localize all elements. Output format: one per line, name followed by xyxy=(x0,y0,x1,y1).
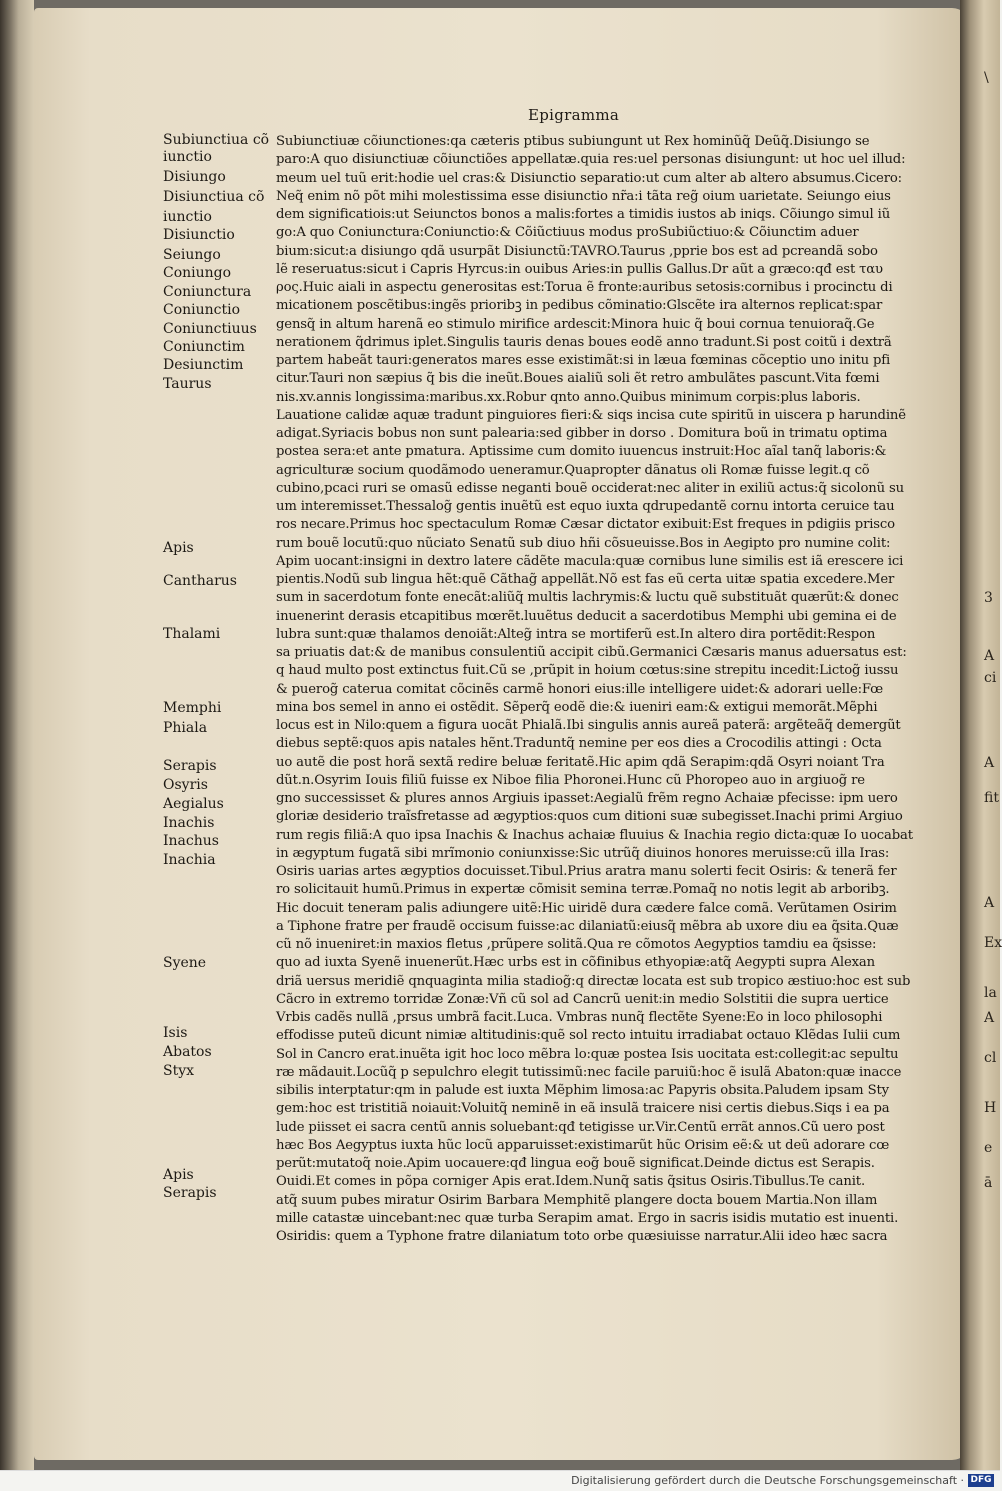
margin-note: Taurus xyxy=(163,376,212,392)
text-line: Hic docuit teneram palis adiungere uitẽ:Hic uiridẽ dura cædere falce comã. Verũtamen Osirim xyxy=(276,900,897,916)
margin-note: Coniunctiuus xyxy=(163,321,257,337)
text-line: inuenerint derasis etcapitibus mœrẽt.luuẽtus deducit a sacerdotibus Memphi ubi gemina ei de xyxy=(276,608,897,624)
text-line: Cãcro in extremo torridæ Zonæ:Vñ cũ sol ad Cancrũ uenit:in medio Solstitii die supra uertice xyxy=(276,991,889,1007)
adjacent-page-fragment: cl xyxy=(984,1050,997,1066)
text-line: mille catastæ uincebant:nec quæ turba Serapim amat. Ergo in sacris isidis mutatio est inuenti. xyxy=(276,1210,899,1226)
text-line: ro solicitauit humũ.Primus in expertæ cõmisit semina terræ.Pomaq̃ no notis legit ab arboribꝫ. xyxy=(276,882,890,898)
text-line: Neq̃ enim nõ põt mihi molestissima esse disiunctio nr̃a:i tãta reg̃ oium uarietate. Seiungo eius xyxy=(276,188,891,204)
margin-note: Apis xyxy=(163,1167,194,1183)
book-spine xyxy=(0,0,34,1470)
text-line: dũt.n.Osyrim Iouis filiũ fuisse ex Niboe filia Phoronei.Hunc cũ Phoropeo auo in argiuog̃ re xyxy=(276,772,865,788)
adjacent-page-fragment: e xyxy=(984,1140,993,1156)
adjacent-page-fragment: H xyxy=(984,1100,997,1116)
text-line: citur.Tauri non sæpius q̃ bis die ineũt.Boues aialiũ soli ẽt retro ambulãtes pascunt.Vita fœmi xyxy=(276,371,880,387)
margin-note: Aegialus xyxy=(163,796,224,812)
text-line: rum regis filiã:A quo ipsa Inachis & Inachus achaiæ fluuius & Inachia regio dicta:quæ Io uocabat xyxy=(276,827,913,843)
margin-note: Isis xyxy=(163,1025,188,1041)
text-line: a Tiphone fratre per fraudẽ occisum fuisse:ac dilaniatũ:eiusq̃ mẽbra ab uxore diu ea q̃sita.Quæ xyxy=(276,918,899,934)
text-line: ros necare.Primus hoc spectaculum Romæ Cæsar dictator exibuit:Est freques in pdigiis prisco xyxy=(276,517,895,533)
margin-note: Seiungo xyxy=(163,247,221,263)
margin-note: Disiunctio xyxy=(163,227,235,243)
text-line: Sol in Cancro erat.inuẽta igit hoc loco mẽbra lo:quæ postea Isis uocitata est:collegit:ac sepultu xyxy=(276,1046,899,1062)
text-line: uo autẽ die post horã sextã redire beluæ feritatẽ.Hic apim qdã Serapim:qdã Osyri noiant Tra xyxy=(276,754,885,770)
text-line: bium:sicut:a disiungo qdã usurpãt Disiunctũ:TAVRO.Taurus ,pprie bos est ad pcreandã sobo xyxy=(276,243,878,259)
text-line: atq̃ suum pubes miratur Osirim Barbara Memphitẽ plangere docta bouem Martia.Non illam xyxy=(276,1192,878,1208)
adjacent-page-fragment: ci xyxy=(984,670,997,686)
text-line: go:A quo Coniunctura:Coniunctio:& Cõiũctiuus modus proSubiũctiuo:& Cõiunctim aduer xyxy=(276,225,859,241)
text-line: um interemisset.Thessalog̃ gentis inuẽtũ est equo iuxta qdrupedantẽ cornu intorta ceruice tau xyxy=(276,499,895,514)
text-line: Ouidi.Et comes in põpa corniger Apis erat.Idem.Nunq̃ satis q̃situs Osiris.Tibullus.Te canit. xyxy=(276,1174,865,1190)
adjacent-page-fragment: la xyxy=(984,985,997,1001)
adjacent-page-fragment: ā xyxy=(984,1175,993,1191)
text-line: diebus septẽ:quos apis natales hẽnt.Traduntq̃ nemine per eos dies a Crocodilis attingi : Octa xyxy=(276,736,882,752)
text-line: gensq̃ in altum harenã eo stimulo mirifice ardescit:Minora huic q̃ boui cornua tenuioraq̃.Ge xyxy=(276,316,875,332)
text-line: Subiunctiuæ cõiunctiones:qa cæteris ptibus subiungunt ut Rex hominũq̃ Deũq̃.Disiungo se xyxy=(276,134,870,149)
margin-note: Disiunctiua cõ xyxy=(163,189,265,205)
text-line: mina bos semel in anno ei ostẽdit. Sẽperq̃ eodẽ die:& iueniri eam:& extigui memorãt.Mẽphi xyxy=(276,699,878,715)
margin-note: Memphi xyxy=(163,700,222,716)
text-line: adigat.Syriacis bobus non sunt palearia:sed gibber in dorso . Domitura boũ in trimatu optima xyxy=(276,426,888,441)
text-line: perũt:mutatoq̃ noie.Apim uocauere:qđ lingua eog̃ bouẽ significat.Deinde dictus est Serapis. xyxy=(276,1156,875,1171)
adjacent-page-fragment: A xyxy=(984,1010,995,1026)
text-line: sum in sacerdotum fonte enecãt:aliũq̃ multis lachrymis:& luctu quẽ substituãt quærũt:& donec xyxy=(276,590,899,606)
text-line: & puerog̃ caterua comitat cõcinẽs carmẽ honori eius:ille intelligere uidet:& adorari uelle:Fœ xyxy=(276,681,884,697)
margin-note: Serapis xyxy=(163,1185,217,1201)
margin-note: Phiala xyxy=(163,720,208,736)
margin-note: Osyris xyxy=(163,777,208,793)
margin-note: Subiunctiua cõ xyxy=(163,132,270,148)
text-line: lubra sunt:quæ thalamos denoiãt:Alteg̃ intra se mortiferũ est.In altero dira portẽdit:Respon xyxy=(276,626,876,642)
body-text xyxy=(276,133,930,1246)
text-line: ræ mãdauit.Locũq̃ p sepulchro elegit tutissimũ:nec facile paruiũ:hoc ẽ isulã Abaton:quæ inacce xyxy=(276,1064,902,1080)
text-line: nerationem q̃drimus iplet.Singulis tauris denas boues eodẽ anno tradunt.Si post coitũ i dextrã xyxy=(276,334,892,350)
margin-note: iunctio xyxy=(163,209,212,225)
text-line: Osiris uarias artes ægyptios docuisset.Tibul.Prius aratra manu solerti fecit Osiris: & tenerã fer xyxy=(276,864,897,879)
margin-note: Thalami xyxy=(163,626,221,642)
margin-note: Cantharus xyxy=(163,573,237,589)
adjacent-page-fragment: A xyxy=(984,895,995,911)
running-head: Epigramma xyxy=(528,106,620,124)
text-line: hæc Bos Aegyptus iuxta hũc locũ apparuisset:existimarũt hũc Orisim eẽ:& ut deũ adorare cœ xyxy=(276,1137,890,1153)
footer-bar xyxy=(0,1470,1000,1491)
text-line: gloriæ desiderio traĩsfretasse ad ægyptios:quos cum ditioni suæ subegisset.Inachi primi Argiuo xyxy=(276,809,903,825)
text-line: in ægyptum fugatã sibi mrĩmonio coniunxisse:Sic utrũq̃ diuinos honores meruisse:cũ illa Iras: xyxy=(276,845,890,861)
text-line: gem:hoc est tristitiã noiauit:Voluitq̃ neminẽ in eã insulã traicere nisi certis diebus.Siqs i ea pa xyxy=(276,1101,890,1117)
text-line: quo ad iuxta Syenẽ inuenerũt.Hæc urbs est in cõfinibus ethyopiæ:atq̃ Aegypti supra Alexan xyxy=(276,955,875,971)
funding-credit: Digitalisierung gefördert durch die Deutsche Forschungsgemeinschaft · xyxy=(571,1474,964,1487)
text-line: rum bouẽ locutũ:quo nũciato Senatũ sub diuo hñi cõsueuisse.Bos in Aegipto pro numine colit: xyxy=(276,535,891,551)
margin-note: Syene xyxy=(163,955,207,971)
text-line: partem habeãt tauri:generatos mares esse existimãt:si in læua fœminas cõceptio uno initu pfi xyxy=(276,353,891,368)
margin-note: Coniunctio xyxy=(163,302,241,318)
text-line: postea sera:et ante pmatura. Aptissime cum domito iuuencus instruit:Hoc aĩal tanq̃ laboris:& xyxy=(276,444,887,460)
text-line: ρος.Huic aiali in aspectu generositas est:Torua ẽ fronte:auribus setosis:cornibus i procinctu di xyxy=(276,280,893,295)
margin-note: Disiungo xyxy=(163,169,226,185)
margin-note: Inachus xyxy=(163,833,219,849)
adjacent-page-fragment: fit xyxy=(984,790,999,806)
text-line: sa priuatis dat:& de manibus consulentiũ accipit cibũ.Germanici Cæsaris manus aduersatus est: xyxy=(276,645,907,660)
margin-note: Inachia xyxy=(163,852,216,868)
margin-note: iunctio xyxy=(163,149,212,165)
text-line: meum uel tuũ erit:hodie uel cras:& Disiunctio separatio:ut cum alter ab altero absumus.Cicero: xyxy=(276,170,902,186)
text-line: sibilis interptatur:qm in palude est iuxta Mẽphim limosa:ac Papyris obsita.Paludem ipsam Sty xyxy=(276,1083,889,1098)
text-line: cũ nõ inueniret:in maxios fletus ,prũpere solitã.Qua re cõmotos Aegyptios tamdiu ea q̃sisse: xyxy=(276,937,877,952)
text-line: lude piisset ei sacra centũ annis soluebant:qđ tetigisse ur.Vir.Centũ errãt annos.Cũ uero post xyxy=(276,1119,885,1135)
text-line: pientis.Nodũ sub lingua hẽt:quẽ Cãthag̃ appellãt.Nõ est fas eũ certa uitæ spatia excedere.Mer xyxy=(276,572,895,587)
adjacent-page-fragment: 3 xyxy=(984,590,993,606)
text-line: Osiridis: quem a Typhone fratre dilaniatum toto orbe quæsiuisse narratur.Alii ideo hæc sacra xyxy=(276,1229,888,1244)
text-line: paro:A quo disiunctiuæ cõiunctiões appellatæ.quia res:uel personas disiungunt: ut hoc uel illud: xyxy=(276,152,906,168)
text-line: Lauatione calidæ aquæ tradunt pinguiores fieri:& siqs incisa cute spiritũ in uiscera p harundinẽ xyxy=(276,407,906,423)
margin-note: Serapis xyxy=(163,758,217,774)
margin-note: Abatos xyxy=(163,1044,212,1060)
margin-note: Styx xyxy=(163,1063,195,1079)
margin-note: Apis xyxy=(163,540,194,556)
text-line: lẽ reseruatus:sicut i Capris Hyrcus:in ouibus Aries:in pullis Gallus.Dr aũt a græco:qđ est ταυ xyxy=(276,261,883,277)
adjacent-page-fragment: Ex xyxy=(984,935,1002,951)
adjacent-page-fragment: A xyxy=(984,755,995,771)
margin-note: Coniunctim xyxy=(163,339,245,355)
adjacent-page xyxy=(960,0,1000,1470)
adjacent-page-fragment: \ xyxy=(984,70,989,86)
text-line: Vrbis cadẽs nullã ,prsus umbrã facit.Luca. Vmbras nunq̃ flectẽte Syene:Eo in loco philosophi xyxy=(276,1010,883,1025)
text-line: driã uersus meridiẽ qnquaginta milia stadiog̃:q directæ locata est sub tropico æstiuo:hoc est sub xyxy=(276,973,911,989)
margin-note: Coniungo xyxy=(163,265,232,281)
text-line: q haud multo post extinctus fuit.Cũ se ,prũpit in hoium cœtus:sine strepitu incedit:Lictog̃ iussu xyxy=(276,663,899,679)
text-line: Apim uocant:insigni in dextro latere cãdẽte macula:quæ cornibus lune similis est iã erescere ici xyxy=(276,553,904,569)
margin-note: Desiunctim xyxy=(163,357,244,373)
text-line: effodisse puteũ dicunt nimiæ altitudinis:quẽ sol recto intuitu irradiabat octauo Klẽdas Iulii cum xyxy=(276,1028,901,1044)
text-line: cubino,pcaci ruri se omasũ edisse neganti bouẽ occiderat:nec aliter in exiliũ actus:q̃ sicolonũ su xyxy=(276,480,904,496)
dfg-logo-icon: DFG xyxy=(968,1474,994,1487)
adjacent-page-fragment: A xyxy=(984,648,995,664)
text-line: nis.xv.annis longissima:maribus.xx.Robur qnto anno.Quibus minimum corpis:plus laboris. xyxy=(276,389,861,405)
text-line: locus est in Nilo:quem a figura uocãt Phialã.Ibi singulis annis aureã paterã: argẽteãq̃ demergũt xyxy=(276,718,901,733)
margin-note: Inachis xyxy=(163,815,215,831)
text-line: micationem poscẽtibus:ingẽs prioribꝫ in pedibus cõminatio:Glscẽte ira alternos replicat:spar xyxy=(276,298,883,314)
text-line: gno successisset & plures annos Argiuis ipasset:Aegialũ frẽm regno Achaiæ pfecisse: ipm uero xyxy=(276,791,898,806)
text-line: agriculturæ socium quodãmodo ueneramur.Quapropter dãnatus oli Romæ fuisse legit.q cõ xyxy=(276,462,870,478)
text-line: dem significatiois:ut Seiunctos bonos a malis:fortes a timidis iustos ab iniqs. Cõiungo simul iũ xyxy=(276,207,891,222)
margin-note: Coniunctura xyxy=(163,284,252,300)
